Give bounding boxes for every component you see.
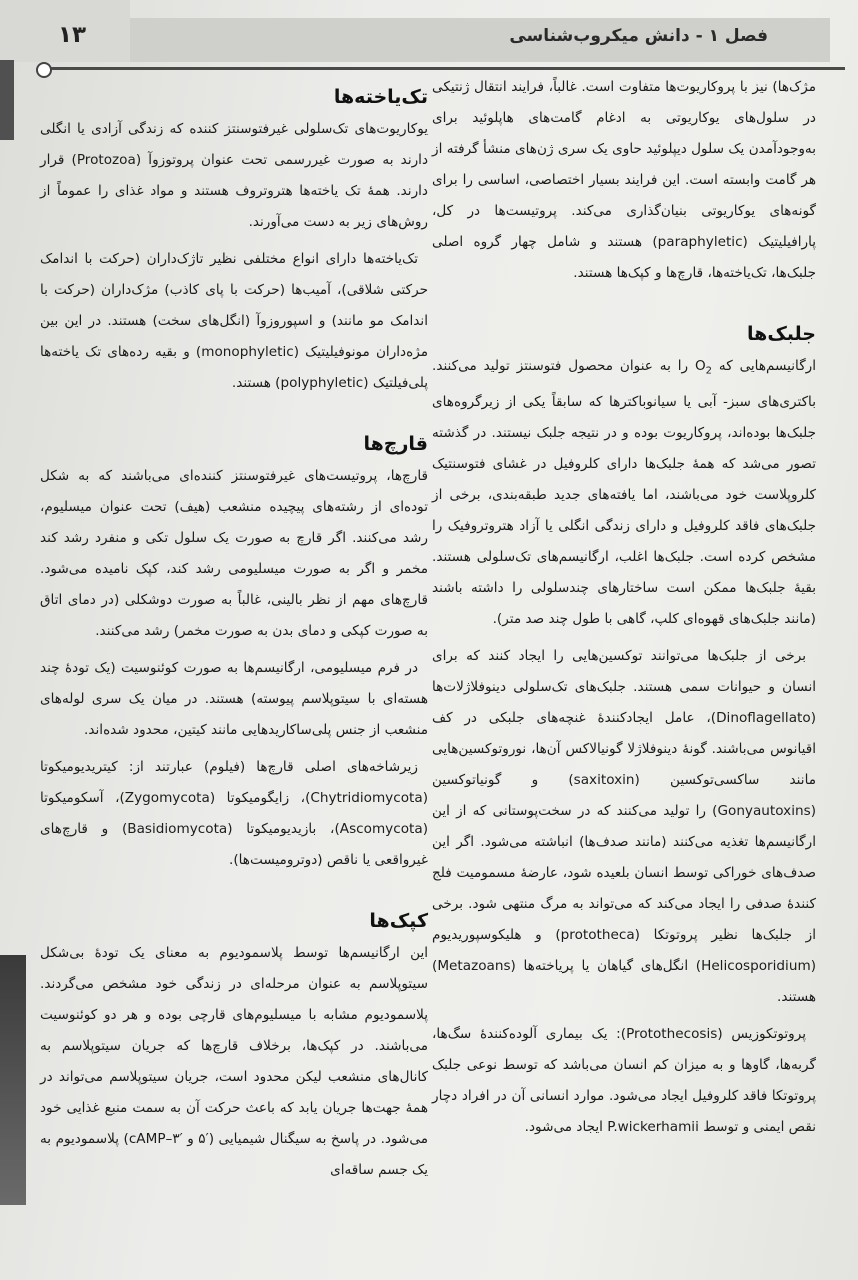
intro-paragraph: مژک‌ها) نیز با پروکاریوت‌ها متفاوت است. غالباً، فرایند انتقال ژنتیکی در سلول‌های یوکاریوتی به ادغام گامت‌های هاپلوئید برای به‌وجودآمدن یک سلول دیپلوئید حاوی یک سری ژن‌های منشأ گرفته از هر گامت وابسته است. این فرایند بسیار اختصاصی، اساسی را برای گونه‌های یوکاریوتی بنیان‌گذاری می‌کند. پروتیست‌ها در کل، پارافیلیتیک (paraphyletic) هستند و شامل چهار گروه اصلی جلبک‌ها، تک‌یاخته‌ها، قارچ‌ها و کپک‌ها هستند. xyxy=(432,79,816,281)
protozoa-paragraph-1: یوکاریوت‌های تک‌سلولی غیرفتوسنتز کننده که زندگی آزادی یا انگلی دارند به صورت غیررسمی تحت عنوان پروتوزوآ (Protozoa) قرار دارند. همهٔ تک یاخته‌ها هتروتروف هستند و مواد غذای را عموماً از روش‌های زیر به دست می‌آورند. xyxy=(40,121,428,230)
algae-p1-rest: را به عنوان محصول فتوسنتز تولید می‌کنند. باکتری‌های سبز- آبی یا سیانوباکترها که سابقاً یکی از زیرگروه‌های جلبک‌ها بوده‌اند، پروکاریوت بوده و در نتیجه جلبک نیستند. در گذشته تصور می‌شد که همهٔ جلبک‌ها دارای کلروفیل در غشای فتوسنتیک کلروپلاست خود می‌باشند، اما یافته‌های جدید طبقه‌بندی، برخی از جلبک‌های فاقد کلروفیل و دارای زندگی انگلی یا آزاد هتروتروفیک را مشخص کرده است. جلبک‌ها اغلب، ارگانیسم‌های تک‌سلولی هستند. بقیهٔ جلبک‌ها ممکن است ساختارهای چندسلولی را داشته باشند (مانند جلبک‌های قهوه‌ای کلپ، گاهی با طول چند صد متر). xyxy=(432,358,816,627)
algae-p1-subscript: 2 xyxy=(705,365,713,377)
molds-paragraph-1: این ارگانیسم‌ها توسط پلاسمودیوم به معنای یک تودهٔ بی‌شکل سیتوپلاسم به عنوان مرحله‌ای در زندگی خود مشخص می‌گردند. پلاسمودیوم مشابه با میسلیوم‌های قارچی بوده و هر دو کوئنوسیت می‌باشند. در کپک‌ها، برخلاف قارچ‌ها که جریان سیتوپلاسم به کانال‌های منشعب لیکن محدود است، جریان سیتوپلاسم می‌تواند در همهٔ جهت‌ها جریان یابد که باعث حرکت آن به سمت منبع غذایی خود می‌شود. در پاسخ به سیگنال شیمیایی (′۵ و ′۳–cAMP) پلاسمودیوم به یک جسم ساقه‌ای xyxy=(40,945,429,1178)
page-header xyxy=(0,0,858,62)
algae-heading: جلبک‌ها xyxy=(747,323,816,345)
molds-heading: کپک‌ها xyxy=(369,910,428,932)
algae-paragraph-2: برخی از جلبک‌ها می‌توانند توکسین‌هایی را ایجاد کنند که برای انسان و حیوانات سمی هستند. جلبک‌های تک‌سلولی دینوفلاژلات‌ها (Dinoflagellato)، عامل ایجادکنندهٔ غنچه‌های جلبکی در کف اقیانوس می‌باشند. گونهٔ دینوفلاژلا گونیالاکس آن‌ها، نوروتوکسین‌هایی مانند ساکسی‌توکسین (saxitoxin) و گونیاتوکسین (Gonyautoxins) را تولید می‌کنند که در سخت‌پوستانی که از این ارگانیسم‌ها تغذیه می‌کنند (مانند صدف‌ها) انباشته می‌شود. اگر این صدف‌های خوراکی توسط انسان بلعیده شود، عارضهٔ مسمومیت فلج کنندهٔ صدفی را ایجاد می‌کند که می‌تواند به مرگ منتهی شود. برخی از جلبک‌ها نظیر پروتوتکا (prototheca) و هلیکوسپوریدیوم (Helicosporidium) انگل‌های گیاهان یا پریاخته‌ها (Metazoans) هستند. xyxy=(432,647,816,1005)
right-column xyxy=(432,72,816,1149)
algae-paragraph-1 xyxy=(432,351,816,635)
page-number: ۱۳ xyxy=(58,22,87,48)
algae-paragraph-3: پروتوتکوزیس (Protothecosis): یک بیماری آلوده‌کنندهٔ سگ‌ها، گربه‌ها، گاوها و به میزان کم انسان می‌باشد که توسط نوعی جلبک پروتوتکا فاقد کلروفیل ایجاد می‌شود. موارد انسانی آن در افراد دچار نقص ایمنی و توسط P.wickerhamii ایجاد می‌شود. xyxy=(432,1025,816,1135)
left-column xyxy=(40,76,428,1192)
algae-p1-start: ارگانیسم‌هایی که O xyxy=(694,358,817,374)
fungi-heading: قارچ‌ها xyxy=(363,433,428,455)
fungi-paragraph-2: در فرم میسلیومی، ارگانیسم‌ها به صورت کوئنوسیت (یک تودهٔ چند هسته‌ای با سیتوپلاسم پیوسته) هستند. در میان یک سری لوله‌های منشعب از جنس پلی‌ساکاریدهایی مانند کیتین، محدود شده‌اند. xyxy=(40,660,428,738)
margin-tab-top xyxy=(0,60,14,140)
protozoa-heading: تک‌یاخته‌ها xyxy=(333,86,428,108)
protozoa-paragraph-2: تک‌یاخته‌ها دارای انواع مختلفی نظیر تاژک‌داران (حرکت با اندامک حرکتی شلاقی)، آمیب‌ها (حرکت با پای کاذب) مژک‌داران (حرکت با اندامک مو مانند) و اسپوروزوآ (انگل‌های سخت) هستند. در این بین مژه‌داران مونوفیلیتیک (monophyletic) و بقیه رده‌های تک یاخته‌ها پلی‌فیلتیک (polyphyletic) هستند. xyxy=(40,251,429,391)
fungi-paragraph-3: زیرشاخه‌های اصلی قارچ‌ها (فیلوم) عبارتند از: کیتریدیومیکوتا (Chytridiomycota)، زایگومیکوتا (Zygomycota)، آسکومیکوتا (Ascomycota)، بازیدیومیکوتا (Basidiomycota) و قارچ‌های غیرواقعی یا ناقص (دوترومیست‌ها). xyxy=(40,759,428,868)
margin-tab-bottom xyxy=(0,955,26,1205)
fungi-paragraph-1: قارچ‌ها، پروتیست‌های غیرفتوسنتز کننده‌ای می‌باشند که به شکل توده‌ای از رشته‌های پیچیده منشعب (هیف) تحت عنوان میسلیوم، رشد می‌کنند. اگر قارچ به صورت یک سلول تکی و منفرد رشد کند مخمر و اگر به صورت میسلیومی رشد کند، کپک نامیده می‌شود. قارچ‌های مهم از نظر بالینی، غالباً به صورت دوشکلی (در دمای اتاق به صورت کپکی و دمای بدن به صورت مخمر) رشد می‌کنند. xyxy=(40,468,428,639)
header-rule xyxy=(40,67,845,70)
chapter-title: فصل ۱ - دانش میکروب‌شناسی xyxy=(509,26,768,46)
